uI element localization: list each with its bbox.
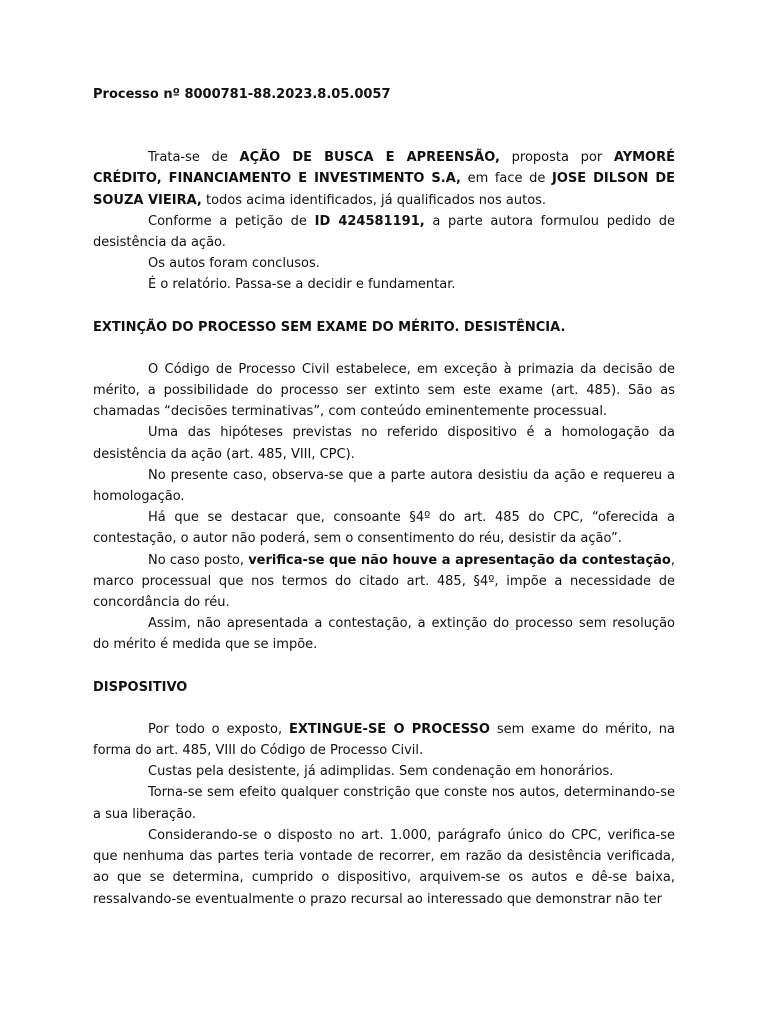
section2-paragraph-4: Considerando-se o disposto no art. 1.000, parágrafo único do CPC, verifica-se que nenhuma das partes teria vontade de recorrer, em razão da desistência verificada, ao que se determina, cumprido o dispositivo, arquivem-se os autos e dê-se baixa, ressalvando-se eventualmente o prazo recursal ao interessado que demonstrar não ter (93, 827, 675, 907)
intro-paragraph-2 (93, 211, 675, 253)
spacer (93, 296, 675, 317)
text-run: Por todo o exposto, (148, 721, 289, 737)
section1-paragraph-5 (93, 550, 675, 614)
spacer (93, 698, 675, 719)
text-run: Conforme a petição de (148, 213, 315, 229)
section1-paragraph-2: Uma das hipóteses previstas no referido dispositivo é a homologação da desistência da ação (art. 485, VIII, CPC). (93, 425, 675, 462)
text-run: a parte autora formulou pedido de desistência da ação. (93, 213, 675, 251)
intro-paragraph-3: Os autos foram conclusos. (148, 256, 320, 272)
intro-paragraph-1 (93, 147, 675, 211)
section1-paragraph-1: O Código de Processo Civil estabelece, em exceção à primazia da decisão de mérito, a possibilidade do processo ser extinto sem este exame (art. 485). São as chamadas “decisões terminativas”, com conteúdo eminentemente processual. (93, 361, 675, 420)
section-heading-extincao: EXTINÇÃO DO PROCESSO SEM EXAME DO MÉRITO. DESISTÊNCIA. (93, 319, 566, 335)
section1-paragraph-6: Assim, não apresentada a contestação, a extinção do processo sem resolução do mérito é medida que se impõe. (93, 616, 675, 653)
section2-paragraph-1 (93, 719, 675, 761)
section1-paragraph-4: Há que se destacar que, consoante §4º do art. 485 do CPC, “oferecida a contestação, o autor não poderá, sem o consentimento do réu, desistir da ação”. (93, 510, 675, 547)
ruling-text: EXTINGUE-SE O PROCESSO (288, 721, 490, 737)
text-run: sem exame do mérito, na forma do art. 485, VIII do Código de Processo Civil. (93, 721, 675, 759)
spacer (93, 338, 675, 359)
text-run: , marco processual que nos termos do citado art. 485, §4º, impõe a necessidade de concordância do réu. (93, 552, 675, 611)
section2-paragraph-2: Custas pela desistente, já adimplidas. Sem condenação em honorários. (148, 764, 614, 780)
section1-paragraph-3: No presente caso, observa-se que a parte autora desistiu da ação e requereu a homologação. (93, 467, 675, 505)
text-run: todos acima identificados, já qualificados nos autos. (201, 192, 547, 208)
section-heading-dispositivo: DISPOSITIVO (93, 679, 188, 695)
case-number: Processo nº 8000781-88.2023.8.05.0057 (93, 87, 391, 102)
petition-id: ID 424581191, (314, 213, 425, 229)
plaintiff-name: AYMORÉ CRÉDITO, FINANCIAMENTO E INVESTIMENTO S.A, (93, 150, 675, 187)
action-type: AÇÃO DE BUSCA E APREENSÃO, (239, 150, 500, 166)
emphasis-text: verifica-se que não houve a apresentação da contestação (248, 552, 671, 568)
section2-paragraph-3: Torna-se sem efeito qualquer constrição que conste nos autos, determinando-se a sua liberação. (93, 785, 675, 822)
defendant-name: JOSE DILSON DE SOUZA VIEIRA, (93, 171, 676, 208)
document-page (93, 84, 675, 910)
text-run: proposta por (499, 150, 614, 166)
text-run: Trata-se de (148, 150, 240, 166)
spacer (93, 656, 675, 677)
text-run: em face de (460, 171, 552, 187)
text-run: No caso posto, (148, 552, 249, 568)
spacer (93, 105, 675, 147)
intro-paragraph-4: É o relatório. Passa-se a decidir e fundamentar. (148, 277, 456, 293)
